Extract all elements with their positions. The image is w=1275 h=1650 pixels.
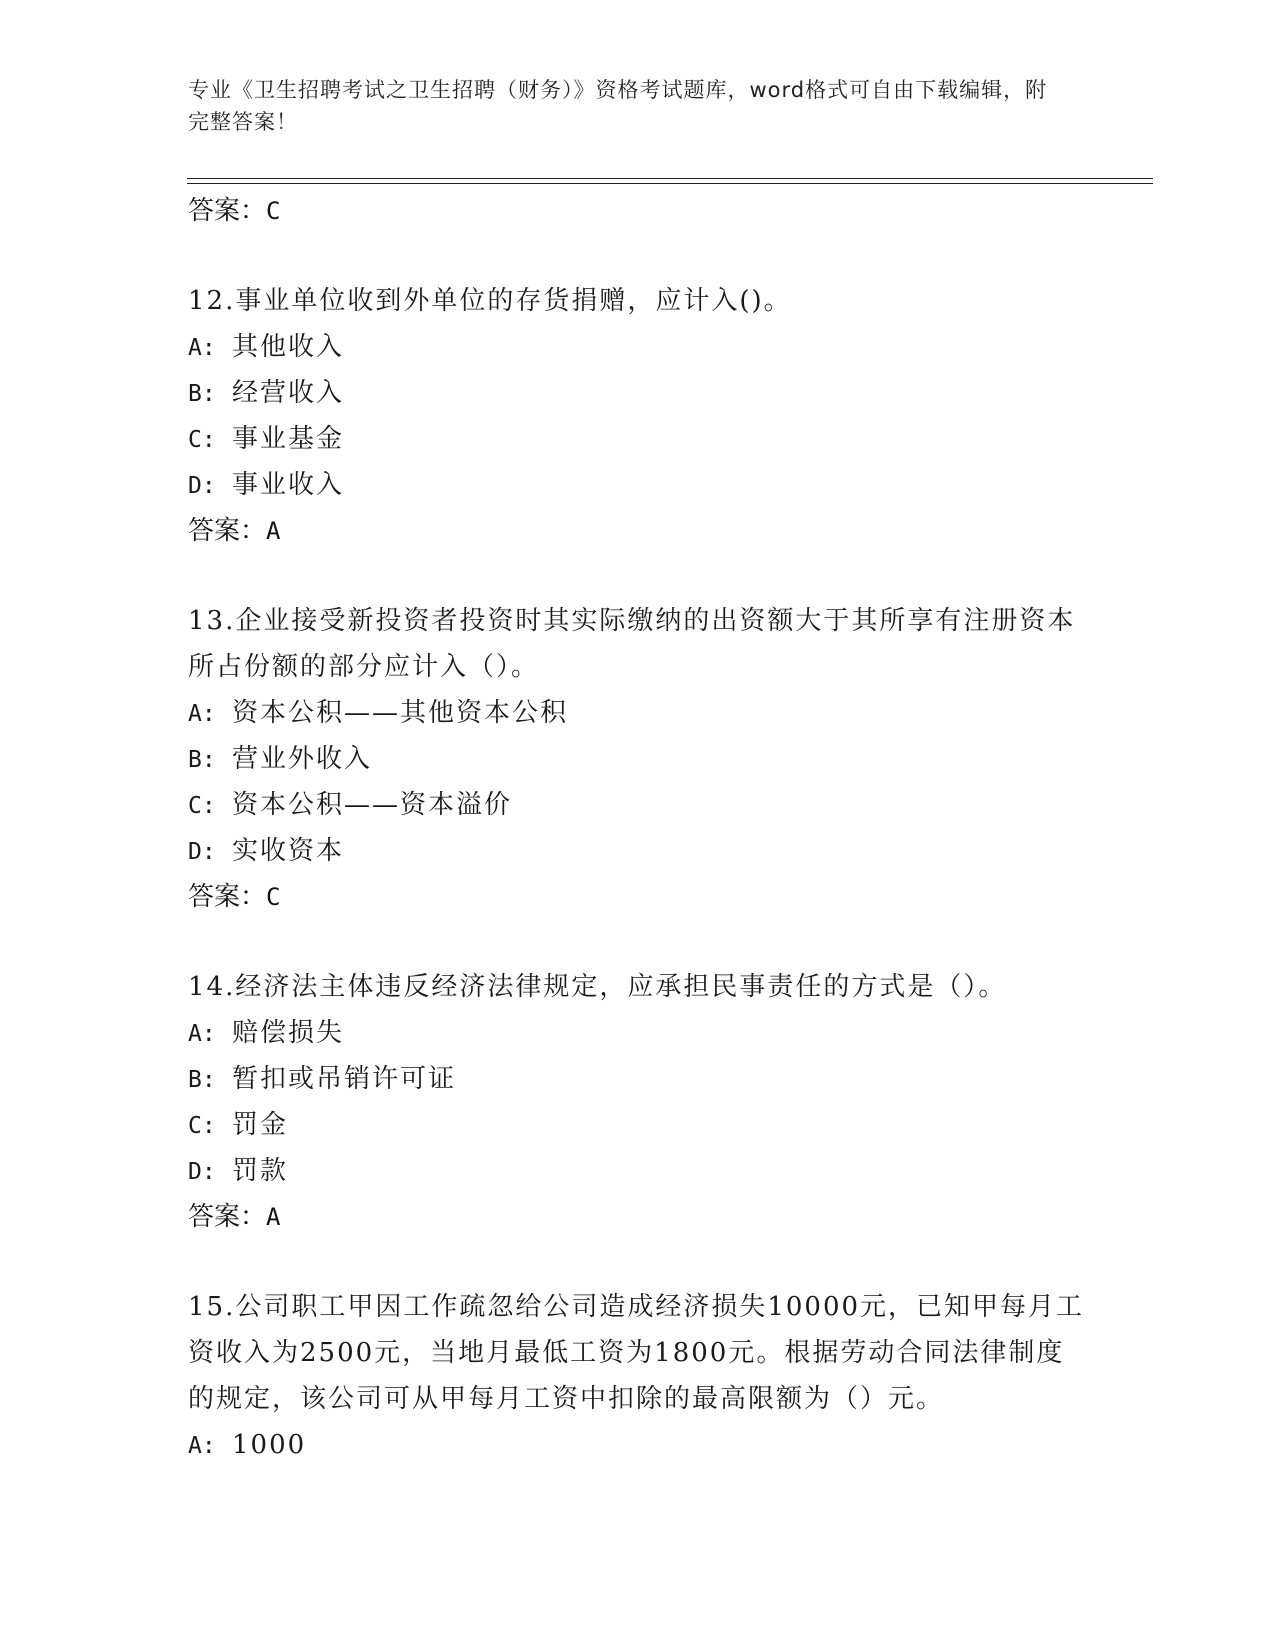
option-text: 资本公积——资本溢价 bbox=[232, 790, 513, 820]
option-c bbox=[188, 782, 1088, 828]
answer-line bbox=[188, 874, 1088, 920]
option-key: A: bbox=[188, 701, 216, 727]
option-d bbox=[188, 462, 1088, 508]
option-d bbox=[188, 828, 1088, 874]
question-stem: 13.企业接受新投资者投资时其实际缴纳的出资额大于其所享有注册资本所占份额的部分应计入（）。 bbox=[188, 606, 1076, 682]
option-key: B: bbox=[188, 381, 216, 407]
answer-line bbox=[188, 508, 1088, 554]
option-key: C: bbox=[188, 427, 216, 453]
option-text: 经营收入 bbox=[232, 378, 345, 408]
option-b bbox=[188, 1056, 1088, 1102]
answer-label: 答案： bbox=[188, 882, 267, 912]
option-key: B: bbox=[188, 1067, 216, 1093]
option-key: B: bbox=[188, 747, 216, 773]
option-key: A: bbox=[188, 1433, 216, 1459]
option-a bbox=[188, 1010, 1088, 1056]
header-text: 专业《卫生招聘考试之卫生招聘（财务）》资格考试题库，word格式可自由下载编辑，附完整答案！ bbox=[188, 78, 1048, 134]
option-key: A: bbox=[188, 335, 216, 361]
option-key: C: bbox=[188, 793, 216, 819]
answer-label: 答案： bbox=[188, 196, 267, 226]
question-list bbox=[188, 188, 1088, 1468]
answer-value: A bbox=[266, 1203, 281, 1231]
option-c bbox=[188, 1102, 1088, 1148]
option-text: 赔偿损失 bbox=[232, 1018, 345, 1048]
question-item bbox=[188, 964, 1088, 1240]
question-stem: 14.经济法主体违反经济法律规定，应承担民事责任的方式是（）。 bbox=[188, 972, 1007, 1002]
option-key: A: bbox=[188, 1021, 216, 1047]
option-key: C: bbox=[188, 1113, 216, 1139]
option-a bbox=[188, 690, 1088, 736]
option-key: D: bbox=[188, 473, 216, 499]
option-text: 暂扣或吊销许可证 bbox=[232, 1064, 457, 1094]
question-stem: 15.公司职工甲因工作疏忽给公司造成经济损失10000元，已知甲每月工资收入为2500元，当地月最低工资为1800元。根据劳动合同法律制度的规定，该公司可从甲每月工资中扣除的最高限额为（）元。 bbox=[188, 1292, 1085, 1414]
answer-line bbox=[188, 1194, 1088, 1240]
option-text: 其他收入 bbox=[232, 332, 345, 362]
option-key: D: bbox=[188, 839, 216, 865]
question-item bbox=[188, 598, 1088, 920]
option-text: 罚金 bbox=[232, 1110, 289, 1140]
option-text: 罚款 bbox=[232, 1156, 289, 1186]
option-text: 营业外收入 bbox=[232, 744, 373, 774]
header-rule-top bbox=[187, 178, 1153, 179]
option-d bbox=[188, 1148, 1088, 1194]
question-item bbox=[188, 278, 1088, 554]
answer-label: 答案： bbox=[188, 516, 267, 546]
option-text: 事业基金 bbox=[232, 424, 345, 454]
option-key: D: bbox=[188, 1159, 216, 1185]
question-item bbox=[188, 1284, 1088, 1468]
option-b bbox=[188, 736, 1088, 782]
option-text: 事业收入 bbox=[232, 470, 345, 500]
answer-value: C bbox=[266, 197, 281, 225]
answer-line bbox=[188, 188, 1088, 234]
option-text: 资本公积——其他资本公积 bbox=[232, 698, 569, 728]
question-stem: 12.事业单位收到外单位的存货捐赠，应计入()。 bbox=[188, 286, 792, 316]
option-text: 1000 bbox=[232, 1430, 307, 1460]
option-a bbox=[188, 1422, 1088, 1468]
header-rule-bottom bbox=[187, 183, 1153, 184]
option-text: 实收资本 bbox=[232, 836, 345, 866]
option-c bbox=[188, 416, 1088, 462]
option-a bbox=[188, 324, 1088, 370]
answer-value: A bbox=[266, 517, 281, 545]
answer-value: C bbox=[266, 883, 281, 911]
answer-label: 答案： bbox=[188, 1202, 267, 1232]
option-b bbox=[188, 370, 1088, 416]
